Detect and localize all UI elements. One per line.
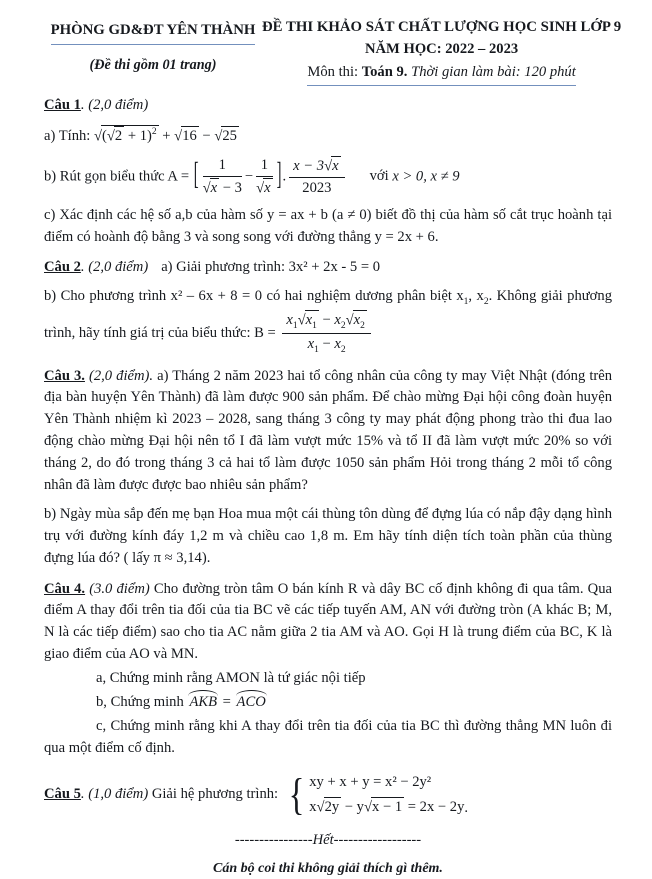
sqrt-expression: √x [256, 179, 271, 197]
subject-prefix: Môn thi: [307, 64, 362, 81]
sqrt-sign: √ [345, 312, 354, 329]
fraction: $\frac{1}{√x - 3}$ [202, 156, 242, 197]
fraction: $\frac{1}{√x}$ [256, 156, 271, 197]
q3-part-a: Câu 3. (2,0 điểm). a) Tháng 2 năm 2023 hai tổ công nhân của công ty may Việt Nhật (đóng trên địa bàn huyện Yên Thành) đã làm được 900 sản phẩm. Để chào mừng Đại hội công đoàn huyện Yên Thành nhiệm kì 2023 – 2028, sang tháng 3 công ty may phát động phong trào thi đua lao động chào mừng Đại hội nên tổ I đã làm vượt mức 15% và tổ II đã làm vượt mức 20% so với tháng 2, do đó trong tháng 3 cả hai tổ làm được 1050 sản phẩm Hỏi trong tháng 2 mỗi tổ công nhân đã làm được được bao nhiêu sản phẩm? [44, 367, 613, 493]
header-left [44, 16, 262, 86]
q5-points: . (1,0 điểm) [80, 785, 149, 802]
angle-AKB: AKB [187, 692, 219, 714]
sqrt-expression: √x [202, 179, 218, 197]
q3-part-b: b) Ngày mùa sắp đến mẹ bạn Hoa mua một cái thùng tôn dùng để đựng lúa có nắp đậy dạng hình trụ với đường kính đáy 1,2 m và chiều cao 1,8 m. Em hãy tính diện tích toàn phần của thùng đựng lúa đó? ( lấy π ≈ 3,14). [44, 505, 612, 566]
q4-item-b: b, Chứng minh AKB = ACO [44, 692, 612, 714]
sqrt-sign: √ [316, 799, 325, 816]
exponent: 2 [151, 127, 157, 137]
system-eq-2: x√2y − y√x − 1 = 2x − 2y [309, 795, 464, 820]
sqrt-sign: √ [297, 312, 306, 329]
q5-heading [44, 784, 278, 806]
sqrt-sign: √ [214, 128, 223, 145]
question-4 [44, 579, 612, 760]
header [44, 16, 622, 86]
subscript: 2 [483, 297, 489, 308]
q1b-condition: x > 0, x ≠ 9 [392, 168, 460, 185]
fraction: $\frac{x - 3√x}{2023}$ [289, 156, 344, 198]
q1b-condition-prefix: với [369, 168, 393, 185]
q4-label: Câu 4. [44, 580, 86, 597]
left-brace: { [288, 769, 305, 819]
end-label: Hết [312, 831, 334, 848]
sqrt-sign: √ [94, 128, 103, 145]
sqrt-expression: √2y [317, 799, 342, 815]
subject-line [307, 62, 575, 86]
sqrt-expression: √x [324, 157, 339, 175]
equation-system [286, 770, 468, 820]
q4-points: (3.0 điểm) [85, 580, 150, 597]
system-period: . [464, 799, 469, 816]
subscript: 1 [463, 297, 469, 308]
sqrt-expression: $√x_1$ [297, 311, 317, 331]
q4-item-c: c, Chứng minh rằng khi A thay đổi trên tia đối của tia BC thì đường thẳng MN luôn đi qua một điểm cố định. [44, 717, 612, 756]
exam-page-note: (Đề thi gồm 01 trang) [89, 57, 217, 74]
multiply-dot: . [282, 168, 287, 185]
q5-prefix: Giải hệ phương trình: [148, 785, 279, 802]
q3-label: Câu 3. [44, 367, 85, 384]
fraction: $\frac{x_1√x_1 - x_2√x_2}{x_1 - x_2}$ [282, 310, 371, 357]
proctor-note: Cán bộ coi thi không giải thích gì thêm. [213, 860, 443, 876]
q2-points: . (2,0 điểm) [80, 259, 149, 276]
q3-points: (2,0 điểm). [84, 367, 154, 384]
q1-heading [44, 95, 612, 117]
q1-label: Câu 1 [44, 96, 81, 113]
q2-label: Câu 2 [44, 259, 81, 276]
q4-item-a: a, Chứng minh rằng AMON là tứ giác nội tiếp [96, 670, 366, 687]
system-eq-1: xy + x + y = x² − 2y² [309, 773, 432, 790]
sqrt-sign: √ [174, 128, 183, 145]
q1a-prefix: a) Tính: [44, 127, 94, 144]
sqrt-expression: √2 [106, 127, 123, 145]
q1-part-c: c) Xác định các hệ số a,b của hàm số y = ax + b (a ≠ 0) biết đồ thị của hàm số cắt trục hoành tại điểm có hoành độ bằng 3 và song song với đường thẳng y = 2x + 6. [44, 206, 612, 245]
subject-name: Toán 9. [361, 64, 408, 81]
sqrt-expression: √25 [214, 128, 239, 144]
sqrt-sign: √ [106, 128, 115, 145]
sqrt-expression: $√x_2$ [345, 311, 365, 331]
q2-part-b: b) Cho phương trình x² – 6x + 8 = 0 có hai nghiệm dương phân biệt $x_1$, $x_2$. Không giải phương trình, hãy tính giá trị của biểu thức: B = $\frac{x_1√x_1 - x_2√x_2}{x_1 - x_2}$ [44, 288, 612, 356]
q2-heading [44, 257, 612, 279]
q1-points: . (2,0 điểm) [80, 96, 149, 113]
sqrt-sign: √ [256, 180, 265, 197]
angle-ACO: ACO [235, 692, 268, 714]
question-2 [44, 257, 612, 356]
q1b-prefix: b) Rút gọn biểu thức A = [44, 168, 193, 185]
question-5 [44, 770, 612, 820]
sqrt-expression: √16 [174, 128, 199, 144]
q1-part-a: a) Tính: $√(√2 + 1)^2 + √16 - √25$ [44, 125, 612, 148]
sqrt-sign: √ [202, 180, 211, 197]
exam-duration: Thời gian làm bài: 120 phút [407, 64, 576, 81]
exam-office: PHÒNG GD&ĐT YÊN THÀNH [51, 19, 256, 45]
q5-label: Câu 5 [44, 785, 81, 802]
sqrt-sign: √ [363, 799, 372, 816]
q1-part-b: b) Rút gọn biểu thức A = [ $\frac{1}{√x - 3}$ − $\frac{1}{√x}$ ]. $\frac{x - 3√x}{2023}$ với x > 0, x ≠ 9 [44, 156, 612, 198]
sqrt-expression: $√(√2 + 1)^2$ [94, 128, 159, 144]
sqrt-sign: √ [324, 158, 333, 175]
question-3 [44, 366, 612, 570]
q4-intro: Câu 4. (3.0 điểm) Cho đường tròn tâm O bán kính R và dây BC cố định không đi qua tâm. Qua điểm A thay đổi trên tia đối của tia BC vẽ các tiếp tuyến AM, AN với đường tròn (A khác B; M, N là các tiếp điểm) sao cho tia AC nằm giữa 2 tia AM và AO. Gọi H là trung điểm của BC, K là giao điểm của AO và MN. [44, 580, 612, 663]
end-divider: ----------------Hết------------------ [234, 831, 422, 848]
q2-part-a: a) Giải phương trình: 3x² + 2x - 5 = 0 [161, 259, 381, 276]
sqrt-expression: √x − 1 [364, 799, 404, 815]
question-1 [44, 95, 612, 249]
left-bracket: [ [193, 157, 199, 192]
exam-title: ĐỀ THI KHẢO SÁT CHẤT LƯỢNG HỌC SINH LỚP 9 [262, 19, 622, 35]
right-bracket: ] [276, 157, 282, 192]
exam-year: NĂM HỌC: 2022 – 2023 [364, 41, 519, 58]
header-right [262, 16, 621, 86]
